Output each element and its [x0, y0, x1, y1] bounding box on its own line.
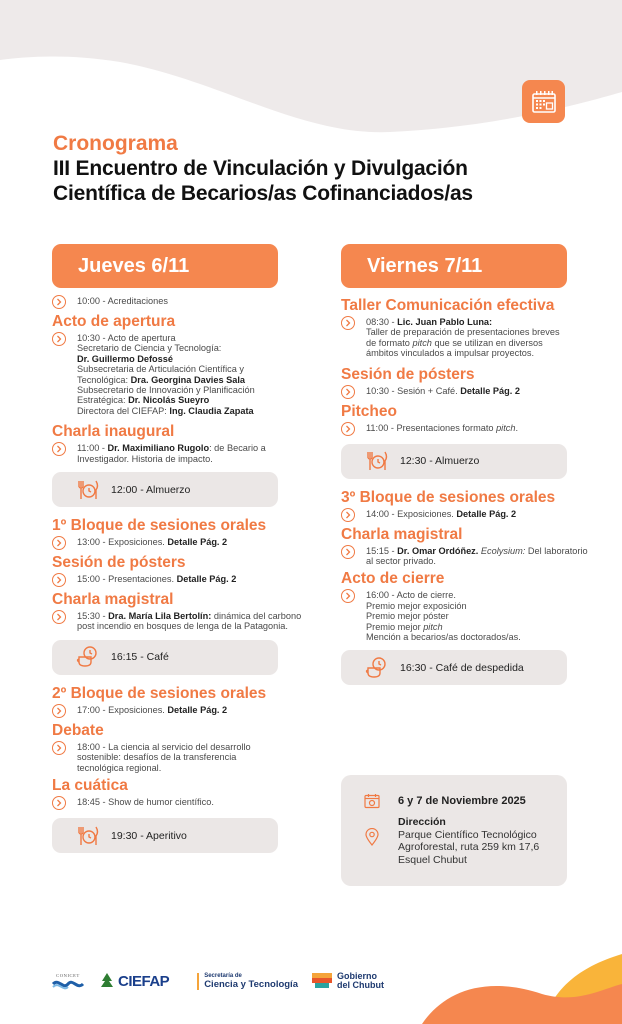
section-title: 1º Bloque de sesiones orales	[52, 517, 267, 535]
chevron-right-icon	[52, 442, 66, 456]
conicet-logo: CONICET	[50, 973, 86, 990]
address-label: Dirección	[398, 816, 446, 828]
schedule-item: 11:00 - Presentaciones formato pitch.	[341, 423, 567, 436]
section-title: Charla magistral	[52, 591, 174, 609]
chevron-right-icon	[52, 295, 66, 309]
schedule-item: 18:00 - La ciencia al servicio del desarrollo sostenible: desafíos de la transferencia tecnológica regional.	[52, 742, 278, 773]
chevron-right-icon	[341, 545, 355, 559]
schedule-item: 15:15 - Dr. Omar Ordóñez. Ecolysium: Del laboratorio al sector privado.	[341, 546, 567, 567]
chevron-right-icon	[341, 508, 355, 522]
sponsor-logos	[50, 968, 398, 994]
chevron-right-icon	[52, 704, 66, 718]
calendar-icon	[531, 90, 557, 114]
page-title-line-2: Científica de Becarios/as Cofinanciados/as	[53, 182, 473, 205]
chevron-right-icon	[52, 796, 66, 810]
section-title: 3º Bloque de sesiones orales	[341, 488, 556, 506]
header	[53, 132, 473, 206]
section-title: Sesión de pósters	[52, 554, 186, 572]
break-card-lunch: 12:00 - Almuerzo	[52, 472, 278, 507]
ciefap-logo: CIEFAP	[100, 972, 169, 990]
meal-clock-icon	[365, 449, 389, 473]
meal-clock-icon	[76, 824, 100, 848]
day-header-friday: Viernes 7/11	[341, 244, 567, 288]
schedule-item: 15:30 - Dra. María Lila Bertolín: dinámica del carbono post incendio en bosques de lenga de la Patagonia.	[52, 611, 278, 632]
chevron-right-icon	[52, 741, 66, 755]
address-row: Dirección Parque Científico Tecnológico Agroforestal, ruta 259 km 17,6 Esquel Chubut	[363, 816, 567, 866]
schedule-item: 17:00 - Exposiciones. Detalle Pág. 2	[52, 705, 278, 718]
break-card-farewell-coffee: 16:30 - Café de despedida	[341, 650, 567, 685]
day-header-thursday: Jueves 6/11	[52, 244, 278, 288]
coffee-clock-icon	[76, 645, 100, 669]
bottom-wave-decoration	[402, 934, 622, 1024]
chevron-right-icon	[52, 573, 66, 587]
chevron-right-icon	[341, 385, 355, 399]
section-title: Pitcheo	[341, 402, 397, 420]
thursday-column	[52, 244, 302, 862]
location-pin-icon	[363, 828, 381, 846]
coffee-clock-icon	[365, 656, 389, 680]
date-row	[363, 793, 567, 809]
section-title: Taller Comunicación efectiva	[341, 297, 555, 314]
section-title: Acto de apertura	[52, 313, 176, 330]
section-title: Charla inaugural	[52, 423, 175, 441]
schedule-item: 16:00 - Acto de cierre. Premio mejor exposición Premio mejor póster Premio mejor pitch Mención a becarios/as doctorados/as.	[341, 590, 567, 642]
chevron-right-icon	[341, 316, 355, 330]
friday-column	[341, 244, 588, 694]
break-card-coffee: 16:15 - Café	[52, 640, 278, 675]
chevron-right-icon	[341, 589, 355, 603]
section-title: 2º Bloque de sesiones orales	[52, 684, 267, 702]
secretaria-logo: Secretaría de Ciencia y Tecnología	[197, 973, 298, 990]
page-title-line-1: III Encuentro de Vinculación y Divulgación	[53, 157, 468, 180]
schedule-item: 10:00 - Acreditaciones	[52, 296, 278, 309]
section-title: Acto de cierre	[341, 570, 445, 588]
meal-clock-icon	[76, 478, 100, 502]
schedule-item: 18:45 - Show de humor científico.	[52, 797, 278, 810]
section-title: Debate	[52, 721, 104, 739]
chevron-right-icon	[52, 536, 66, 550]
calendar-badge	[522, 80, 565, 123]
kicker-title: Cronograma	[53, 132, 178, 155]
gobierno-chubut-logo: Gobierno del Chubut	[312, 972, 384, 991]
section-title: La cuática	[52, 777, 128, 795]
schedule-item: 14:00 - Exposiciones. Detalle Pág. 2	[341, 509, 567, 522]
event-date: 6 y 7 de Noviembre 2025	[398, 795, 526, 807]
break-card-lunch: 12:30 - Almuerzo	[341, 444, 567, 479]
schedule-item: 11:00 - Dr. Maximiliano Rugolo: de Becario a Investigador. Historia de impacto.	[52, 443, 278, 464]
schedule-item: 10:30 - Sesión + Café. Detalle Pág. 2	[341, 386, 567, 399]
break-card-aperitif: 19:30 - Aperitivo	[52, 818, 278, 853]
schedule-item: 15:00 - Presentaciones. Detalle Pág. 2	[52, 574, 278, 587]
chevron-right-icon	[341, 422, 355, 436]
chevron-right-icon	[52, 610, 66, 624]
event-info-card	[341, 775, 567, 886]
calendar-icon	[363, 793, 381, 809]
schedule-item: 08:30 - Lic. Juan Pablo Luna: Taller de preparación de presentaciones breves de formato pitch que se utilizan en diversos ámbitos vinculados a impulsar proyectos.	[341, 317, 567, 359]
chevron-right-icon	[52, 332, 66, 346]
section-title: Charla magistral	[341, 525, 463, 543]
schedule-item: 10:30 - Acto de apertura Secretario de Ciencia y Tecnología: Dr. Guillermo Defossé Subsecretaria de Articulación Científica y Tecnológica: Dra. Georgina Davies Sala Subsecretario de Innovación y Planificación Estratégica: Dr. Nicolás Sueyro Directora del CIEFAP: Ing. Claudia Zapata	[52, 333, 278, 416]
schedule-item: 13:00 - Exposiciones. Detalle Pág. 2	[52, 537, 278, 550]
section-title: Sesión de pósters	[341, 365, 475, 383]
